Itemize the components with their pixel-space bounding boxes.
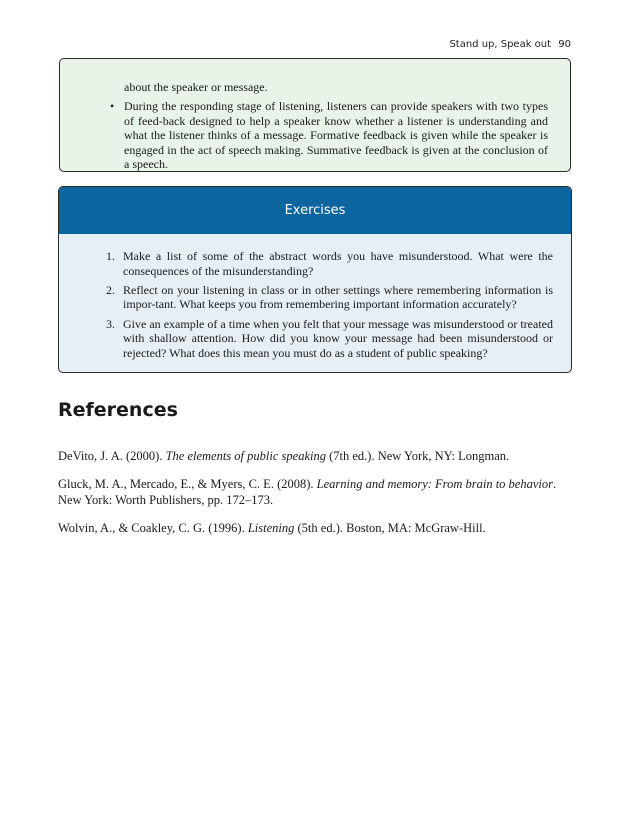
ref-title: Listening [247,521,295,535]
ref-authors: DeVito, J. A. (2000). [58,449,166,463]
ref-publisher: . New York: Worth Publishers, pp. 172–173. [58,477,557,507]
takeaway-item [110,99,548,172]
exercise-number: 1. [106,249,115,263]
exercises-heading: Exercises [59,187,571,234]
exercise-text: Give an example of a time when you felt that your message was misunderstood or treated with shallow attention. How did you know your message had been misunderstood or rejected? What does this mean you must do as a student of public speaking? [123,316,553,360]
exercise-item [106,317,553,361]
ref-publisher: (7th ed.). New York, NY: Longman. [325,449,510,463]
running-head-title: Stand up, Speak out [449,39,552,50]
exercise-list [106,249,553,365]
bullet-icon: • [110,99,115,113]
exercise-text: Make a list of some of the abstract words you have misunderstood. What were the consequences of the misunderstanding? [123,249,553,278]
ref-authors: Wolvin, A., & Coakley, C. G. (1996). [58,521,248,535]
exercise-number: 2. [106,282,115,297]
running-head [449,39,571,50]
exercises-box [58,186,572,373]
page-number: 90 [558,39,571,50]
exercise-item [106,283,553,312]
ref-authors: Gluck, M. A., Mercado, E., & Myers, C. E. (2008). [58,477,317,491]
reference-entry [58,476,573,508]
takeaway-text: During the responding stage of listening, listeners can provide speakers with two types of feed-back designed to help a speaker know whether a listener is understanding and what the listener thinks of a message. Formative feedback is given while the speaker is engaged in the act of speech making. Summative feedback is given at the conclusion of a speech. [124,99,548,172]
key-takeaways-box [59,58,571,172]
references-heading: References [58,399,178,421]
exercise-text: Reflect on your listening in class or in other settings where remembering information is impor-tant. What keeps you from remembering important information accurately? [123,282,553,312]
takeaway-list [110,99,548,172]
ref-publisher: (5th ed.). Boston, MA: McGraw-Hill. [294,521,486,535]
reference-entry [58,448,573,464]
exercise-number: 3. [106,316,115,331]
reference-list [58,448,573,548]
ref-title: The elements of public speaking [165,449,326,463]
exercise-item [106,249,553,278]
ref-title: Learning and memory: From brain to behavior [316,477,553,491]
takeaway-continuation: about the speaker or message. [124,80,268,94]
reference-entry [58,520,573,536]
